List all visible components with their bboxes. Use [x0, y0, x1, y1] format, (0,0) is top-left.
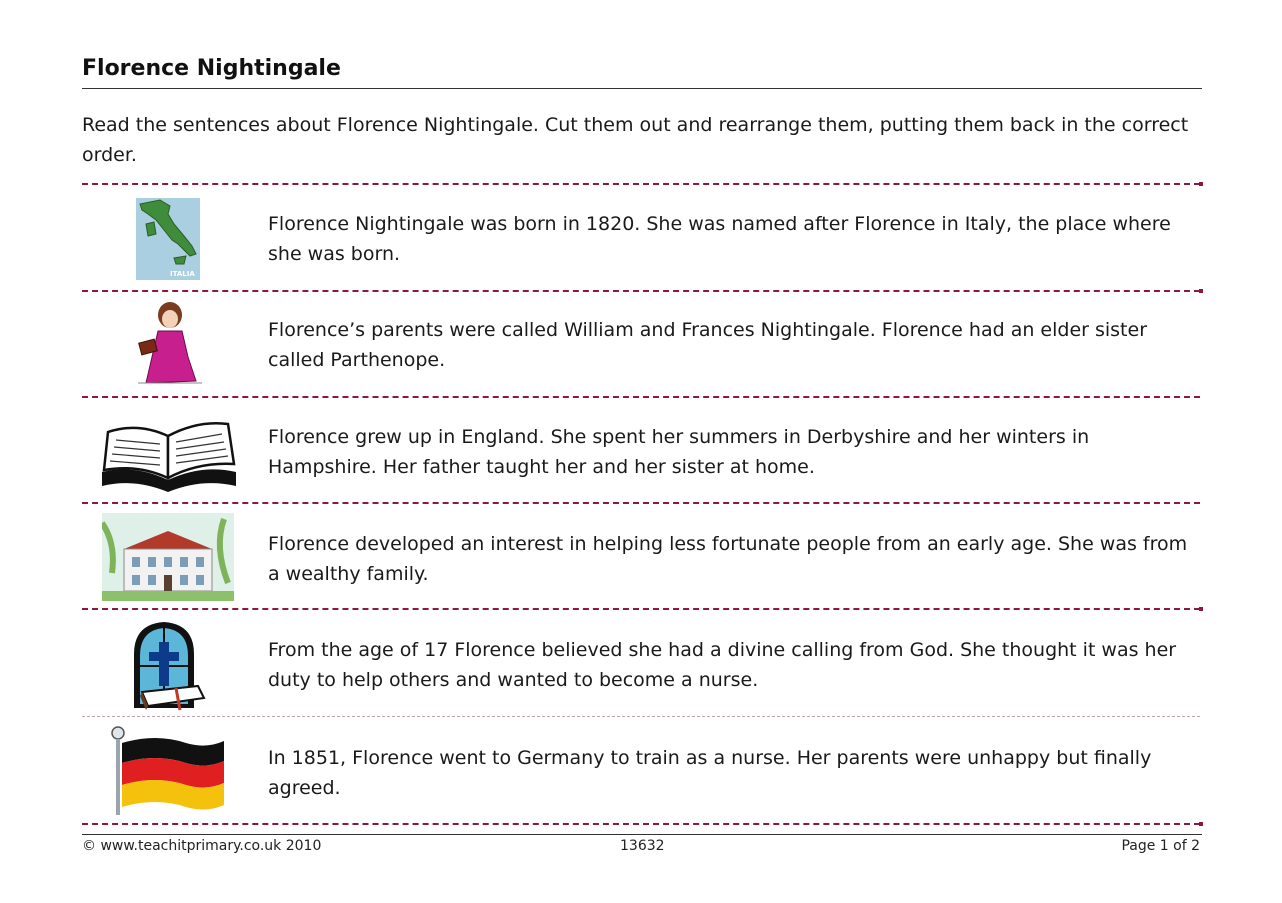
footer-page-number: Page 1 of 2 [1121, 838, 1200, 854]
sentence-1: Florence Nightingale was born in 1820. She was named after Florence in Italy, the place where she was born. [268, 213, 1171, 265]
sentence-5: From the age of 17 Florence believed she had a divine calling from God. She thought it was her duty to help others and wanted to become a nurse. [268, 639, 1177, 691]
cut-line [82, 823, 1200, 825]
map-label: ITALIA [170, 270, 195, 278]
church-window-bible-icon [128, 618, 206, 712]
cut-line [82, 608, 1200, 610]
sentence-3: Florence grew up in England. She spent her summers in Derbyshire and her winters in Hampshire. Her father taught her and her sister at home. [268, 426, 1090, 478]
woman-reading-icon [132, 297, 204, 389]
sentence-4: Florence developed an interest in helping less fortunate people from an early age. She was from a wealthy family. [268, 533, 1188, 585]
title-divider [82, 88, 1202, 89]
mansion-icon [102, 513, 234, 601]
germany-flag-icon [106, 725, 230, 817]
cut-line [82, 396, 1200, 398]
italy-map-icon [134, 194, 202, 282]
sentence-6: In 1851, Florence went to Germany to train as a nurse. Her parents were unhappy but finally agreed. [268, 747, 1152, 799]
footer-divider [82, 834, 1202, 835]
cut-line [82, 716, 1200, 717]
open-book-icon [98, 414, 240, 494]
footer-code: 13632 [620, 838, 665, 854]
cut-line [82, 183, 1200, 185]
instructions: Read the sentences about Florence Nightingale. Cut them out and rearrange them, putting them back in the correct order. [82, 114, 1189, 166]
cut-line [82, 290, 1200, 292]
cut-line [82, 502, 1200, 504]
footer-copyright: © www.teachitprimary.co.uk 2010 [82, 838, 322, 854]
sentence-2: Florence’s parents were called William and Frances Nightingale. Florence had an elder sister called Parthenope. [268, 319, 1148, 371]
page-title: Florence Nightingale [82, 56, 341, 81]
